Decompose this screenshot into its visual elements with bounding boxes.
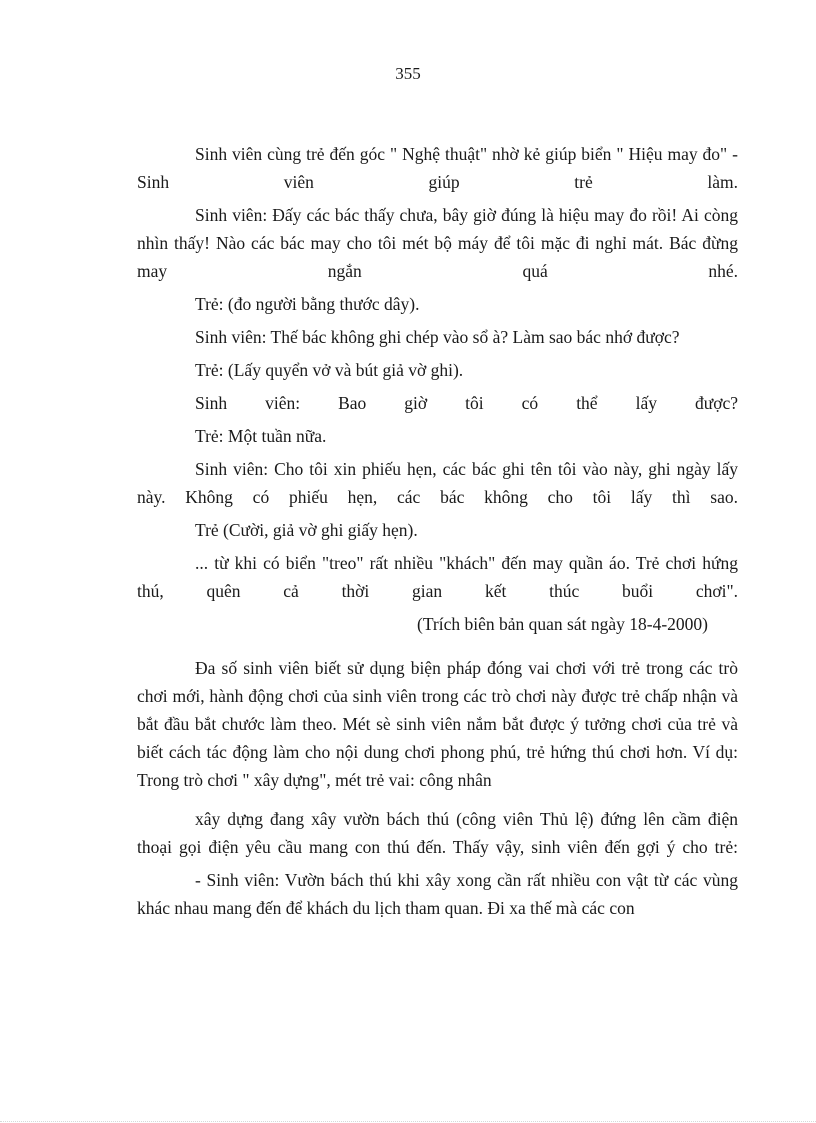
body-paragraph: xây dựng đang xây vườn bách thú (công viên Thủ lệ) đứng lên cầm điện thoại gọi điện yêu cầu mang con thú đến. Thấy vậy, sinh viên đến gợi ý cho trẻ:: [137, 809, 738, 857]
dialogue-paragraph: Sinh viên: Cho tôi xin phiếu hẹn, các bác ghi tên tôi vào này, ghi ngày lấy này. Không có phiếu hẹn, các bác không cho tôi lấy thì sao.: [137, 459, 738, 507]
body-paragraph: Đa số sinh viên biết sử dụng biện pháp đóng vai chơi với trẻ trong các trò chơi mới, hành động chơi của sinh viên trong các trò chơi này được trẻ chấp nhận và bắt đầu bắt chước làm theo. Mét sè sinh viên nắm bắt được ý tưởng chơi của trẻ và biết cách tác động làm cho nội dung chơi phong phú, trẻ hứng thú chơi hơn. Ví dụ: Trong trò chơi " xây dựng", mét trẻ vai: công nhân: [137, 658, 738, 790]
document-body: [137, 140, 738, 927]
body-paragraph: - Sinh viên: Vườn bách thú khi xây xong cần rất nhiều con vật từ các vùng khác nhau mang đến để khách du lịch tham quan. Đi xa thế mà các con: [137, 870, 738, 918]
page-number: 355: [395, 64, 421, 83]
dialogue-paragraph: Trẻ (Cười, giả vờ ghi giấy hẹn).: [195, 520, 418, 540]
dialogue-paragraph: Sinh viên cùng trẻ đến góc " Nghệ thuật" nhờ kẻ giúp biển " Hiệu may đo" - Sinh viên giúp trẻ làm.: [137, 144, 738, 192]
dialogue-paragraph: Trẻ: (đo người bằng thước dây).: [195, 294, 420, 314]
dialogue-paragraph: Trẻ: (Lấy quyển vở và bút giả vờ ghi).: [195, 360, 464, 380]
page-bottom-border: [0, 1121, 816, 1122]
dialogue-paragraph: Trẻ: Một tuần nữa.: [195, 426, 327, 446]
dialogue-paragraph: ... từ khi có biển "treo" rất nhiều "khách" đến may quần áo. Trẻ chơi hứng thú, quên cả thời gian kết thúc buổi chơi".: [137, 553, 738, 601]
citation: (Trích biên bản quan sát ngày 18-4-2000): [417, 614, 708, 634]
dialogue-paragraph: Sinh viên: Đấy các bác thấy chưa, bây giờ đúng là hiệu may đo rồi! Ai còng nhìn thấy! Nào các bác may cho tôi mét bộ máy để tôi mặc đi nghỉ mát. Bác đừng may ngắn quá nhé.: [137, 205, 738, 281]
dialogue-paragraph: Sinh viên: Bao giờ tôi có thể lấy được?: [195, 393, 738, 413]
dialogue-paragraph: Sinh viên: Thế bác không ghi chép vào sổ à? Làm sao bác nhớ được?: [195, 327, 680, 347]
